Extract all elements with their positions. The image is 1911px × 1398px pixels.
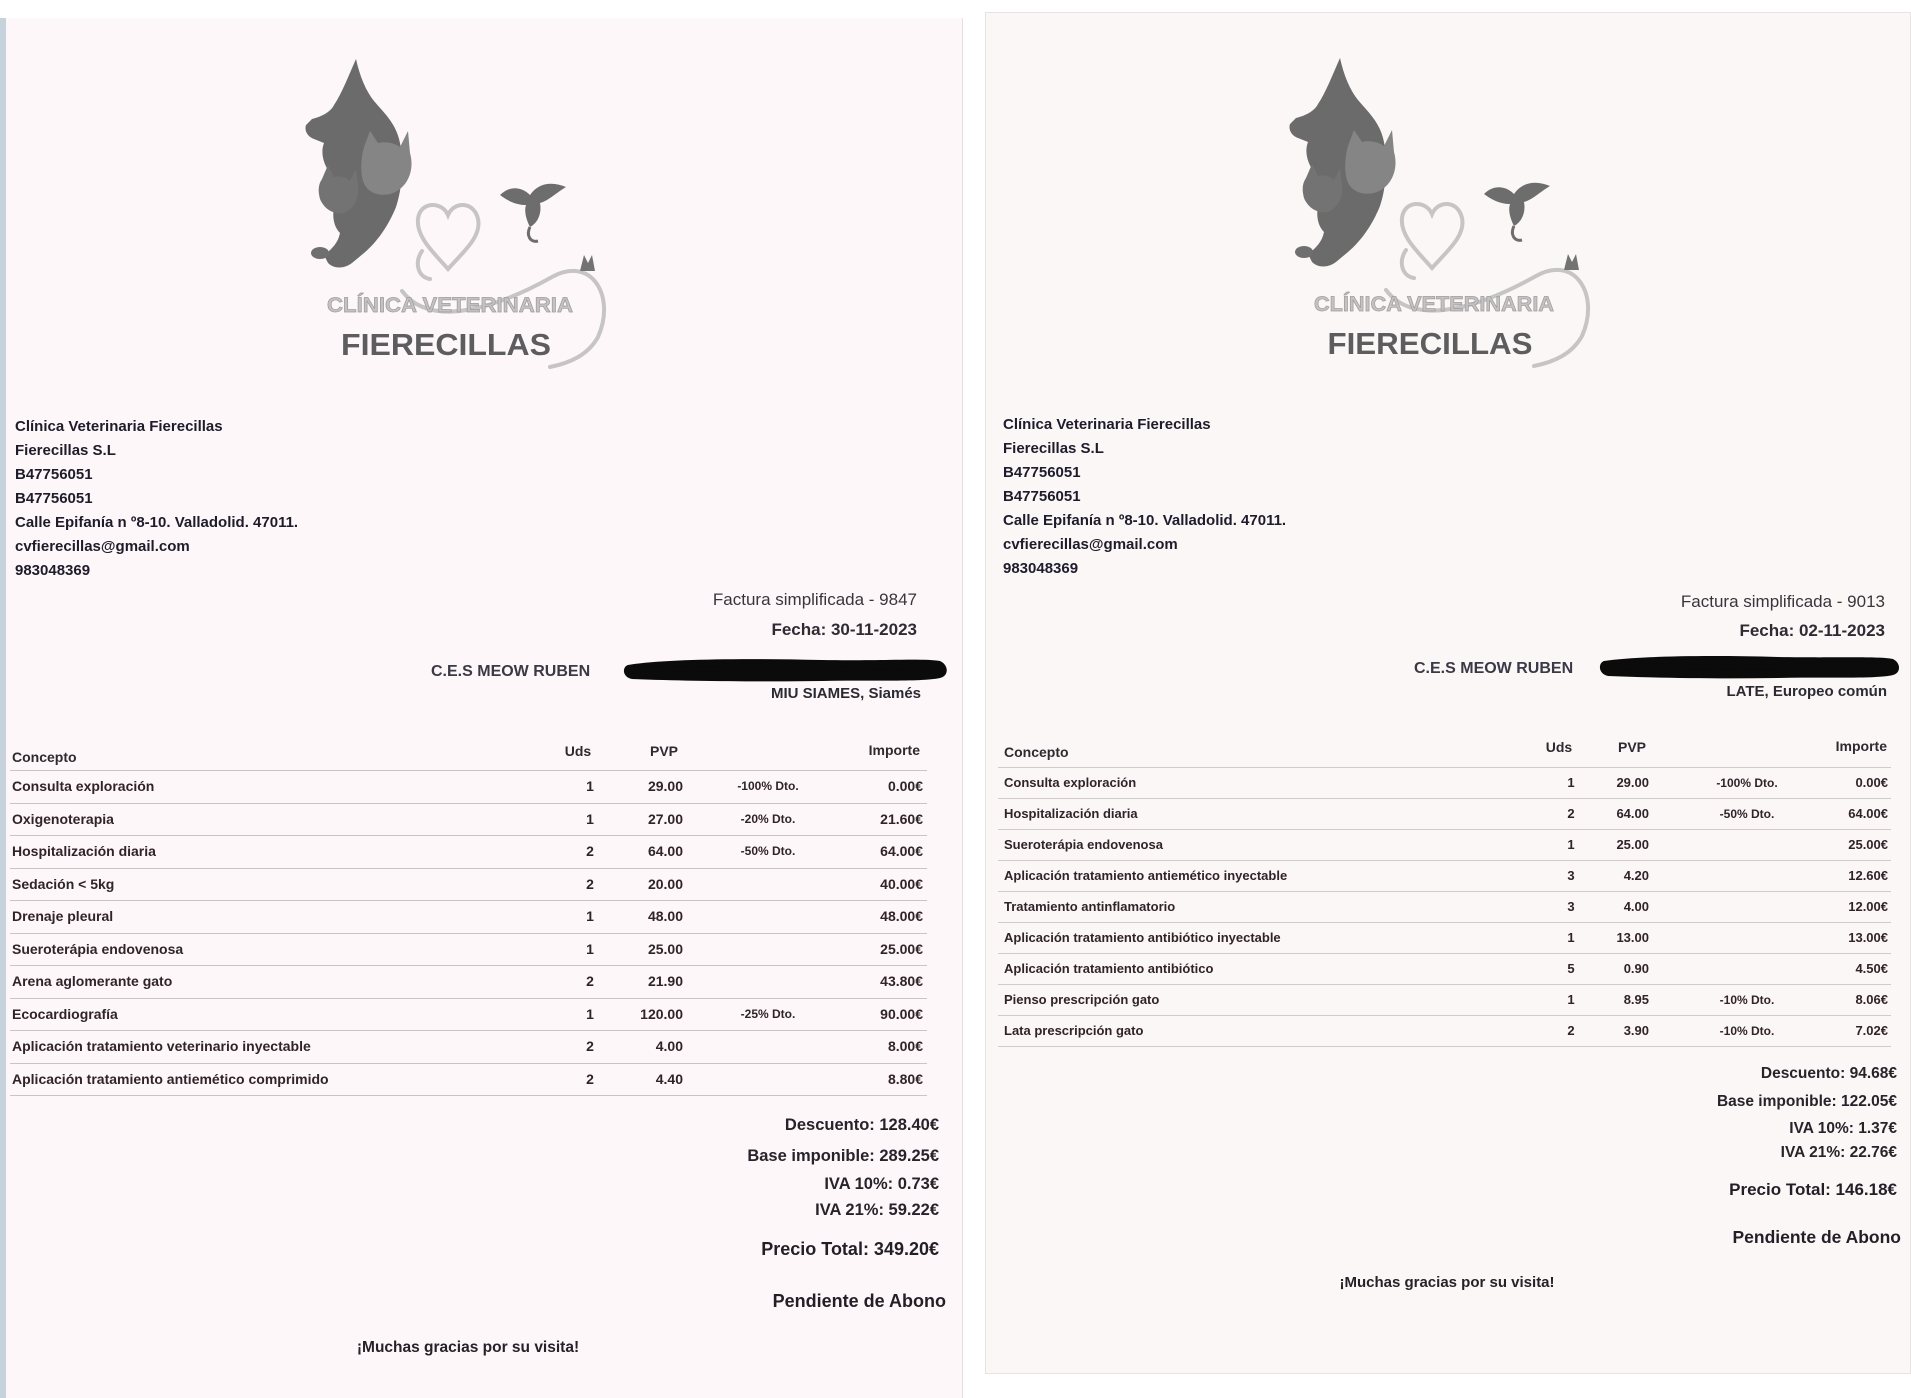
cell-pvp: 4.20: [1623, 868, 1649, 883]
cell-concepto: Aplicación tratamiento antiemético comprimido: [12, 1070, 329, 1087]
invoice-title: Factura simplificada - 9847: [712, 590, 917, 609]
cell-concepto: Lata prescripción gato: [1004, 1023, 1144, 1038]
redaction-mark: [622, 656, 948, 683]
table-row: [10, 999, 927, 1032]
logo-line1: CLÍNICA VETERINARIA: [327, 294, 573, 317]
cell-importe: 90.00€: [880, 1005, 923, 1022]
table-row: [10, 966, 927, 999]
table-row: [10, 804, 927, 837]
cell-pvp: 25.00: [1616, 837, 1649, 852]
cell-uds: 2: [586, 1038, 594, 1054]
cell-importe: 7.02€: [1855, 1023, 1888, 1038]
company-info-line: Clínica Veterinaria Fierecillas: [1003, 416, 1211, 433]
table-row: [10, 1031, 927, 1064]
invoice-date: Fecha: 30-11-2023: [771, 620, 917, 639]
table-row: [10, 771, 927, 804]
cell-importe: 64.00€: [1848, 806, 1888, 821]
cell-dto: -25% Dto.: [740, 1006, 796, 1021]
company-info-line: Fierecillas S.L: [1003, 440, 1104, 457]
logo-line2: FIERECILLAS: [341, 327, 551, 362]
company-info-line: cvfierecillas@gmail.com: [15, 538, 190, 555]
cell-pvp: 27.00: [647, 810, 683, 827]
payment-status: Pendiente de Abono: [772, 1291, 946, 1311]
cell-concepto: Consulta exploración: [1004, 775, 1137, 790]
cell-uds: 1: [1567, 992, 1575, 1007]
company-info-line: B47756051: [1003, 488, 1081, 505]
cell-importe: 4.50€: [1855, 961, 1888, 976]
cell-concepto: Aplicación tratamiento antiemético inyectable: [1004, 868, 1288, 883]
cell-uds: 1: [586, 940, 594, 957]
cell-pvp: 48.00: [647, 908, 683, 924]
company-info-line: Fierecillas S.L: [15, 442, 116, 459]
table-body: [998, 767, 1891, 1038]
grand-total: Precio Total: 146.18€: [1729, 1180, 1897, 1199]
column-header-uds: Uds: [564, 743, 592, 759]
cell-uds: 3: [1567, 899, 1575, 914]
cell-dto: -100% Dto.: [1716, 776, 1778, 790]
logo-line1: CLÍNICA VETERINARIA: [1314, 293, 1554, 316]
table-row: [998, 830, 1891, 861]
cell-concepto: Aplicación tratamiento antibiótico: [1004, 961, 1214, 976]
cell-importe: 0.00€: [887, 778, 923, 794]
cell-concepto: Aplicación tratamiento veterinario inyectable: [12, 1038, 311, 1054]
cell-uds: 1: [586, 1005, 594, 1022]
clinic-logo: [302, 55, 622, 390]
table-row: [10, 869, 927, 902]
column-header-uds: Uds: [1545, 739, 1573, 755]
cell-concepto: Hospitalización diaria: [1004, 806, 1138, 821]
cell-uds: 2: [586, 843, 594, 859]
cell-pvp: 13.00: [1616, 930, 1649, 945]
cell-pvp: 64.00: [647, 843, 683, 859]
cell-uds: 3: [1567, 868, 1575, 883]
column-header-pvp: PVP: [649, 743, 678, 759]
invoice-title: Factura simplificada - 9013: [1680, 592, 1885, 611]
cell-uds: 2: [586, 973, 594, 989]
company-info-line: 983048369: [1003, 560, 1079, 577]
column-header-concepto: Concepto: [1004, 744, 1069, 760]
cell-pvp: 3.90: [1623, 1023, 1649, 1038]
company-info: [1003, 413, 1286, 581]
payment-status: Pendiente de Abono: [1732, 1227, 1901, 1247]
cell-uds: 2: [586, 875, 594, 892]
client-name: C.E.S MEOW RUBEN: [431, 663, 591, 680]
cell-importe: 25.00€: [880, 940, 923, 957]
company-info-line: Clínica Veterinaria Fierecillas: [15, 418, 223, 435]
cell-pvp: 64.00: [1616, 806, 1649, 821]
cell-concepto: Hospitalización diaria: [12, 843, 156, 859]
cell-dto: -50% Dto.: [740, 844, 796, 858]
cell-pvp: 4.00: [655, 1038, 683, 1054]
cell-pvp: 120.00: [640, 1005, 683, 1022]
cell-concepto: Sueroterápia endovenosa: [12, 940, 184, 957]
cell-pvp: 8.95: [1623, 992, 1649, 1007]
column-header-pvp: PVP: [1617, 739, 1646, 755]
company-info: [15, 415, 298, 583]
table-row: [10, 836, 927, 869]
cell-dto: -10% Dto.: [1719, 993, 1775, 1007]
cell-importe: 25.00€: [1848, 837, 1888, 852]
clinic-logo: [1286, 54, 1606, 389]
cell-concepto: Aplicación tratamiento antibiótico inyectable: [1004, 930, 1281, 945]
cell-uds: 1: [586, 908, 594, 924]
cell-importe: 40.00€: [880, 875, 923, 892]
company-info-line: Calle Epifanía n º8-10. Valladolid. 47011.: [1003, 512, 1287, 529]
company-info-line: B47756051: [15, 466, 93, 483]
cell-pvp: 20.00: [647, 875, 683, 892]
column-header-concepto: Concepto: [12, 749, 77, 765]
cell-uds: 1: [1567, 837, 1575, 852]
cell-uds: 1: [1567, 930, 1575, 945]
cell-importe: 0.00€: [1855, 775, 1888, 790]
cell-concepto: Tratamiento antinflamatorio: [1004, 899, 1176, 914]
company-info-line: cvfierecillas@gmail.com: [1003, 536, 1178, 553]
company-info-line: Calle Epifanía n º8-10. Valladolid. 47011.: [15, 514, 299, 531]
cell-pvp: 29.00: [1616, 775, 1649, 790]
taxable-base: Base imponible: 122.05€: [1716, 1093, 1897, 1110]
table-row: [998, 923, 1891, 954]
company-info-line: B47756051: [15, 490, 93, 507]
cell-dto: -100% Dto.: [737, 779, 799, 793]
cell-importe: 8.80€: [887, 1070, 923, 1087]
cell-concepto: Ecocardiografía: [12, 1005, 118, 1022]
cell-dto: -10% Dto.: [1719, 1024, 1775, 1038]
cell-importe: 8.06€: [1855, 992, 1888, 1007]
taxable-base: Base imponible: 289.25€: [747, 1147, 939, 1165]
cell-dto: -50% Dto.: [1719, 807, 1775, 821]
cell-pvp: 21.90: [647, 973, 683, 989]
cell-importe: 43.80€: [880, 973, 923, 989]
logo-line2: FIERECILLAS: [1327, 326, 1533, 361]
cell-uds: 2: [586, 1070, 594, 1087]
cell-pvp: 29.00: [647, 778, 683, 794]
table-row: [998, 768, 1891, 799]
table-row: [10, 934, 927, 967]
company-info-line: 983048369: [15, 562, 91, 579]
table-row: [998, 861, 1891, 892]
grand-total: Precio Total: 349.20€: [761, 1239, 939, 1259]
table-row: [998, 799, 1891, 830]
cell-importe: 8.00€: [887, 1038, 923, 1054]
cell-pvp: 4.00: [1623, 899, 1649, 914]
discount-total: Descuento: 94.68€: [1760, 1065, 1897, 1082]
cell-concepto: Sedación < 5kg: [12, 875, 115, 892]
pet-info: MIU SIAMES, Siamés: [770, 685, 921, 702]
cell-uds: 1: [586, 810, 594, 827]
cell-concepto: Arena aglomerante gato: [12, 973, 173, 989]
cell-importe: 48.00€: [880, 908, 923, 924]
cell-concepto: Sueroterápia endovenosa: [1004, 837, 1163, 852]
cell-uds: 2: [1567, 1023, 1575, 1038]
invoice-date: Fecha: 02-11-2023: [1739, 621, 1885, 640]
table-row: [10, 1064, 927, 1097]
pet-info: LATE, Europeo común: [1726, 683, 1887, 700]
discount-total: Descuento: 128.40€: [784, 1116, 939, 1134]
vat-10: IVA 10%: 0.73€: [824, 1175, 939, 1193]
cell-importe: 12.00€: [1848, 899, 1888, 914]
table-row: [998, 954, 1891, 985]
vat-21: IVA 21%: 22.76€: [1780, 1144, 1897, 1161]
cell-pvp: 25.00: [647, 940, 683, 957]
table-row: [10, 901, 927, 934]
cell-importe: 64.00€: [880, 843, 923, 859]
table-row: [998, 985, 1891, 1016]
table-row: [998, 892, 1891, 923]
thanks-message: ¡Muchas gracias por su visita!: [356, 1339, 580, 1356]
cell-importe: 21.60€: [880, 810, 923, 827]
column-header-importe: Importe: [1835, 738, 1887, 754]
bird-icon: [500, 184, 566, 242]
bird-icon: [1484, 183, 1550, 241]
invoice-sheet: [6, 18, 963, 1398]
cell-uds: 5: [1567, 961, 1575, 976]
cell-concepto: Oxigenoterapia: [12, 810, 114, 827]
client-name: C.E.S MEOW RUBEN: [1414, 660, 1574, 677]
cell-pvp: 0.90: [1623, 961, 1649, 976]
redaction-mark: [1598, 653, 1900, 680]
cell-uds: 1: [1567, 775, 1575, 790]
cell-concepto: Consulta exploración: [12, 778, 155, 794]
cell-importe: 12.60€: [1848, 868, 1888, 883]
vat-21: IVA 21%: 59.22€: [815, 1201, 939, 1219]
cell-concepto: Pienso prescripción gato: [1004, 992, 1160, 1007]
thanks-message: ¡Muchas gracias por su visita!: [1339, 1274, 1555, 1291]
cell-uds: 1: [586, 778, 594, 794]
column-header-importe: Importe: [868, 742, 920, 758]
company-info-line: B47756051: [1003, 464, 1081, 481]
cell-pvp: 4.40: [655, 1070, 683, 1087]
table-body: [10, 770, 927, 1087]
invoice-sheet: [985, 12, 1911, 1374]
vat-10: IVA 10%: 1.37€: [1789, 1120, 1897, 1137]
cell-uds: 2: [1567, 806, 1575, 821]
table-row: [998, 1016, 1891, 1047]
cell-concepto: Drenaje pleural: [12, 908, 114, 924]
cell-dto: -20% Dto.: [740, 811, 796, 826]
cell-importe: 13.00€: [1848, 930, 1888, 945]
